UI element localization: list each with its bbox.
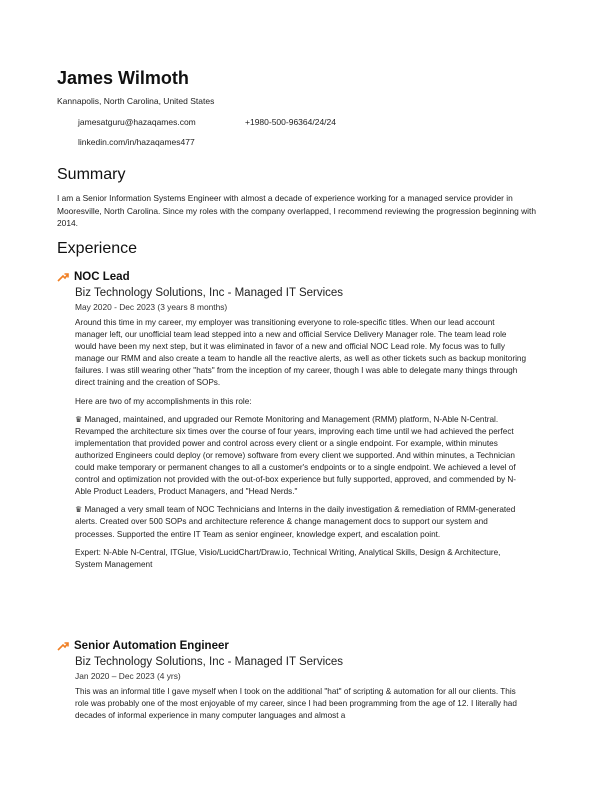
job-dates: Jan 2020 – Dec 2023 (4 yrs) [75,671,181,681]
summary-text: I am a Senior Information Systems Engineer with almost a decade of experience working for a managed service provider in Mooresville, North Carolina. Since my roles with the company overlapped, I recommend reviewing the progression beginning with 2014. [57,193,537,229]
job-paragraph: This was an informal title I gave myself when I took on the additional "hat" of scripting & automation for all our clients. This role was probably one of the most enjoyable of my career, since I had been programming from the age of 12. I literally had decades of informal experience in many computer languages and almost a [75,687,517,721]
company-name: Biz Technology Solutions, Inc - Managed IT Services [75,287,344,299]
company-name: Biz Technology Solutions, Inc - Managed IT Services [75,656,344,668]
linkedin-link[interactable]: linkedin.com/in/hazaqames477 [78,137,195,147]
accomplishment-text: Managed, maintained, and upgraded our Remote Monitoring and Management (RMM) platform, N-Able N-Central. Revamped the architecture six times over the course of four years, improving each time until we had achieved the perfect implementation that provided power and control across every client or a single endpoint. For example, within minutes authorized Engineers could deploy (or remove) software from every client we supported. And within minutes, a Technician could make temporary or permanent changes to all a customer's endpoints or to a single endpoint. We achieved a level of control and optimization not provided with the out-of-box experience but fully supported, approved, and commended by N-Able Product Leaders, Product Managers, and "Head Nerds." [75,414,517,497]
crown-icon: ♛ [75,414,83,424]
job-description [75,686,527,722]
job-header [57,639,557,653]
experience-heading: Experience [57,240,138,257]
skills-line: Expert: N-Able N-Central, ITGlue, Visio/LucidChart/Draw.io, Technical Writing, Analytical Skills, Design & Architecture, System Management [75,547,501,569]
arrow-up-right-icon [57,641,69,651]
job-header [57,270,557,284]
job-title: Senior Automation Engineer [74,640,229,652]
job-dates: May 2020 - Dec 2023 (3 years 8 months) [75,302,228,312]
summary-heading: Summary [57,166,126,183]
job-paragraph: Around this time in my career, my employer was transitioning everyone to role-specific titles. When our lead account manager left, our unofficial team lead stepped into a new and official Service Delivery Manager role. The team lead role would have been my next step, but it was eliminated in favor of a new and official NOC Lead role. My focus was to fully manage our RMM and also create a team to handle all the reactive alerts, as well as other tickets such as backup monitoring failures. I was still wearing other "hats" from the inception of my career, though I was able to delegate many things through direct training and the creation of SOPs. [75,318,526,388]
accomplishment-item [75,414,527,499]
job-title: NOC Lead [74,271,130,283]
email-link[interactable]: jamesatguru@hazaqames.com [78,117,196,127]
job-entry [57,270,557,577]
job-entry [57,639,557,728]
phone-number: +1980-500-96364/24/24 [245,117,336,127]
job-description [75,317,527,571]
accomplishment-item [75,504,527,540]
crown-icon: ♛ [75,505,83,515]
job-paragraph: Here are two of my accomplishments in this role: [75,396,252,406]
accomplishment-text: Managed a very small team of NOC Technicians and Interns in the daily investigation & remediation of RMM-generated alerts. Created over 500 SOPs and architecture reference & change management docs to support our system and processes. Supported the entire IT Team as senior engineer, knowledge expert, and escalation point. [75,505,516,539]
candidate-name: James Wilmoth [57,68,189,88]
arrow-up-right-icon [57,272,69,282]
location: Kannapolis, North Carolina, United States [57,96,215,106]
